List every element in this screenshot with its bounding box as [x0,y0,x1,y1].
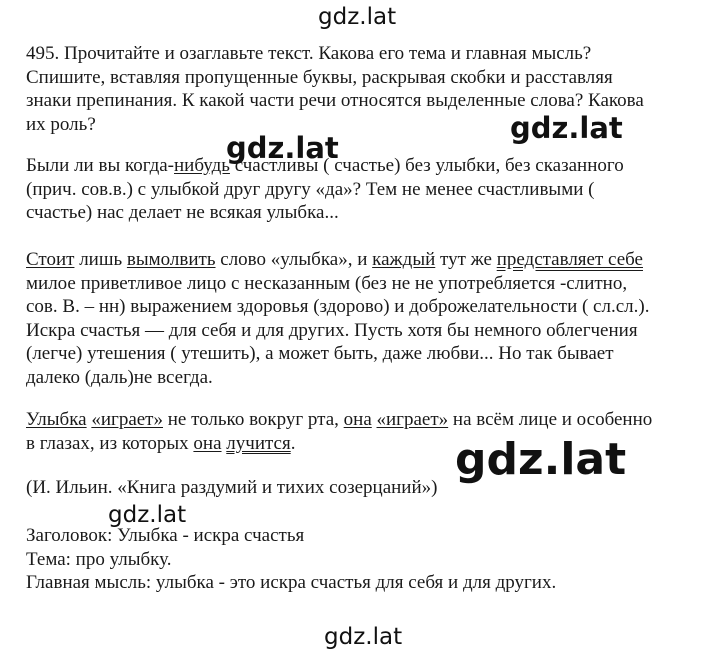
text-line: сов. В. – нн) выражением здоровья (здорово) и доброжелательности ( сл.сл.). [26,296,650,317]
watermark-mid-right: gdz.lat [510,111,623,145]
highlighted-word: она [343,409,372,430]
task-line: 495. Прочитайте и озаглавьте текст. Какова его тема и главная мысль? [26,43,592,64]
text-fragment: в глазах, из которых [26,432,194,454]
highlighted-word: «играет» [91,409,163,430]
watermark-lower: gdz.lat [108,502,187,528]
paragraph-2 [26,248,706,389]
text-line: милое приветливое лицо с несказанным (без не не употребляется -слитно, [26,272,628,294]
highlighted-word: нибудь [174,155,230,176]
text-fragment: Были ли вы когда- [26,155,175,176]
text-fragment: тут же [435,249,497,270]
highlighted-word: каждый [372,249,436,270]
text-line: Искра счастья — для себя и для других. Пусть хотя бы немного облегчения [26,319,638,341]
watermark-big: gdz.lat [455,434,627,485]
text-fragment: на всём лице и особенно [448,409,653,430]
text-fragment: слово «улыбка», и [215,249,373,270]
text-line: (прич. сов.в.) с улыбкой друг другу «да»? Тем не менее счастливыми ( [26,178,595,200]
text-line [26,408,706,432]
text-line: (легче) утешения ( утешить), а может быть, даже любви... Но так бывает [26,343,614,364]
citation-text: (И. Ильин. «Книга раздумий и тихих созерцаний») [26,477,438,498]
highlighted-word: Улыбка [26,409,87,430]
paragraph-1 [26,154,706,225]
answer-topic: Тема: про улыбку. [26,548,172,570]
text-line [26,248,706,272]
text-fragment: счастливы ( счастье) без улыбки, без сказанного [229,155,624,176]
text-fragment: не только вокруг рта, [163,409,344,430]
task-line: их роль? [26,113,96,135]
watermark-top: gdz.lat [318,4,397,30]
task-line: Спишите, вставляя пропущенные буквы, раскрывая скобки и расставляя [26,66,613,88]
text-line [26,154,706,178]
watermark-bottom: gdz.lat [324,624,403,650]
answer-title: Заголовок: Улыбка - искра счастья [26,525,305,546]
text-fragment: лишь [74,249,127,270]
answer-main-idea: Главная мысль: улыбка - это искра счастья для себя и для других. [26,572,557,593]
task-line: знаки препинания. К какой части речи относятся выделенные слова? Какова [26,90,644,111]
text-line: далеко (даль)не всегда. [26,366,213,388]
answers [26,524,706,595]
watermark-mid-left: gdz.lat [226,131,339,165]
highlighted-word: она [193,432,222,454]
highlighted-word: Стоит [26,249,75,270]
text-line: счастье) нас делает не всякая улыбка... [26,202,339,223]
text-fragment: . [290,432,296,454]
highlighted-word: «играет» [376,409,449,430]
highlighted-word: представляет себе [496,249,643,270]
highlighted-word: вымолвить [126,249,216,270]
highlighted-word: лучится [226,432,291,454]
